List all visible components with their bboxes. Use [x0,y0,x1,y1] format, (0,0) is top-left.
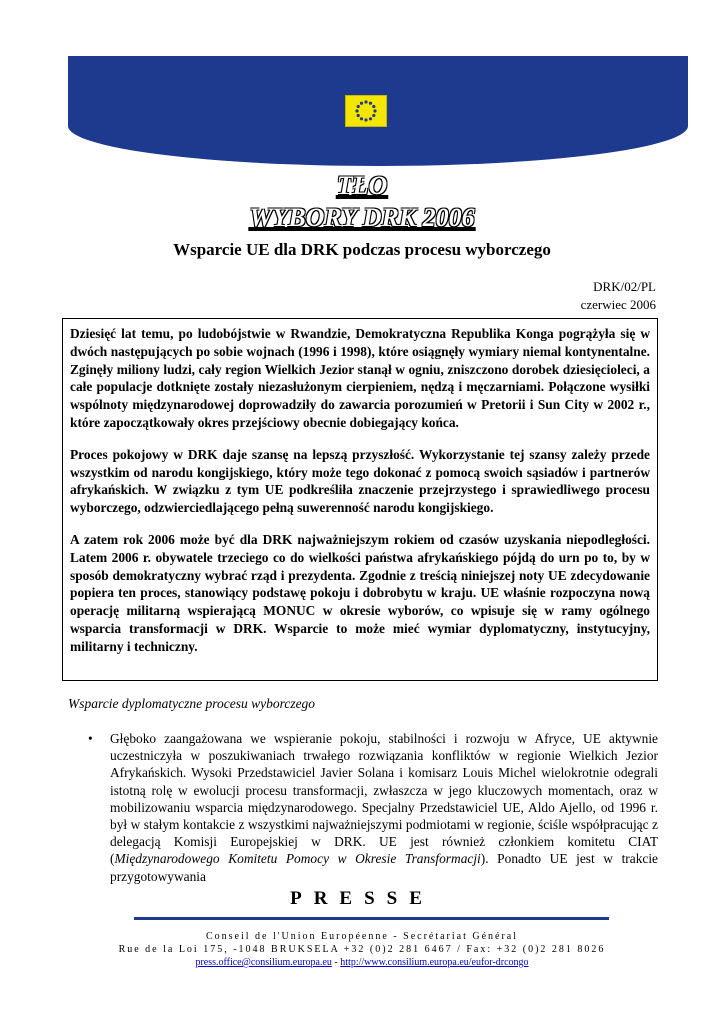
list-item [68,730,658,885]
summary-paragraph: Dziesięć lat temu, po ludobójstwie w Rwandzie, Demokratyczna Republika Konga pogrążyła się w dwóch następujących po sobie wojnach (1996 i 1998), które osiągnęły wymiary niemal kontynentalne. Zginęły miliony ludzi, cały region Wielkich Jezior stanął w ogniu, zniszczono dorobek dziesięcioleci, a całe populacje dotknięte zostały niezasłużonym cierpieniem, nędzą i męczarniami. Połączone wysiłki wspólnoty międzynarodowej doprowadziły do zawarcia porozumień w Pretorii i Sun City w 2002 r., które zapoczątkowały okres przejściowy obecnie dobiegający końca. [70,326,650,430]
bullet-italic-text: Międzynarodowego Komitetu Pomocy w Okresie Transformacji [114,851,481,867]
bullet-list [68,730,658,885]
document-reference [581,278,656,314]
bullet-text: Głęboko zaangażowana we wspieranie pokoju, stabilności i rozwoju w Afryce, UE aktywnie uczestniczyła w poszukiwaniach trwałego rozwiązania konfliktów w regionie Wielkich Jezior Afrykańskich. Wysoki Przedstawiciel Javier Solana i komisarz Louis Michel wielokrotnie odegrali istotną rolę w ewolucji procesu transformacji, zwłaszcza w jego kluczowych momentach, oraz w mobilizowaniu wsparcia międzynarodowego. Specjalny Przedstawiciel UE, Aldo Ajello, od 1996 r. był w stałym kontakcie z wszystkimi najważniejszymi podmiotami w regionie, ściśle współpracując z delegacją Komisji Europejskiej w DRK. UE jest również członkiem komitetu CIAT ( [110,731,658,867]
footer-address: Rue de la Loi 175, -1048 BRUKSELA +32 (0)2 281 6467 / Fax: +32 (0)2 281 8026 [118,944,606,955]
presse-label: PRESSE [290,888,434,909]
section-heading: Wsparcie dyplomatyczne procesu wyborczego [68,696,316,711]
footer-link-separator: - [331,957,341,968]
reference-code: DRK/02/PL [593,279,656,294]
footer [0,930,724,969]
page-title-secondary: WYBORY DRK 2006 [249,203,475,232]
email-link[interactable]: press.office@consilium.europa.eu [195,957,332,968]
bullet-icon: • [88,731,93,746]
page-subtitle: Wsparcie UE dla DRK podczas procesu wyborczego [173,240,551,259]
summary-paragraph: Proces pokojowy w DRK daje szansę na lepszą przyszłość. Wykorzystanie tej szansy zależy przede wszystkim od narodu kongijskiego, który może tego dokonać z pomocą swoich sąsiadów i partnerów afrykańskich. W związku z tym UE podkreśliła znaczenie przejrzystego i sprawiedliwego procesu wyborczego, odzwierciedlającego pełną suwerenność narodu kongijskiego. [70,446,650,516]
summary-paragraph: A zatem rok 2006 może być dla DRK najważniejszym rokiem od czasów uzyskania niepodległości. Latem 2006 r. obywatele trzeciego co do wielkości państwa afrykańskiego pójdą do urn po to, by w sposób demokratyczny wybrać rząd i prezydenta. Zgodnie z treścią niniejszej noty UE zdecydowanie popiera ten proces, stanowiący podstawę pokoju i dobrobytu w kraju. UE właśnie rozpoczyna nową operację militarną wspierającą MONUC w okresie wyborów, co wpisuje się w ramy ogólnego wsparcia transformacji w DRK. Wsparcie to może mieć wymiar dyplomatyczny, instytucyjny, militarny i techniczny. [70,531,650,654]
eu-flag-icon [345,95,387,127]
title-block [0,170,724,260]
website-link[interactable]: http://www.consilium.europa.eu/eufor-drcongo [340,957,529,968]
footer-links [0,956,724,969]
bullet-text-end: ). Ponadto UE jest w trakcie przygotowywania [110,851,659,884]
document-date: czerwiec 2006 [580,297,656,312]
footer-org: Conseil de l'Union Européenne - Secrétariat Général [205,931,519,942]
footer-divider [134,917,609,920]
summary-box [62,318,658,681]
page-title: TŁO [336,171,388,200]
